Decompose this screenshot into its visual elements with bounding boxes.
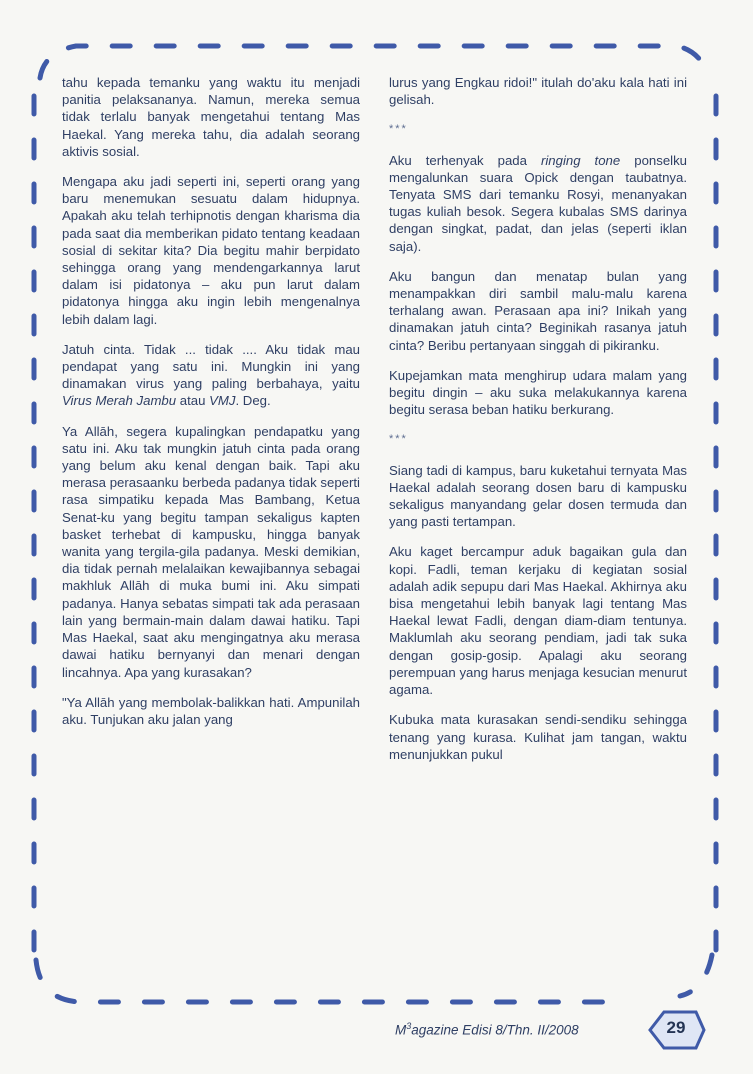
paragraph: Aku kaget bercampur aduk bagaikan gula dan kopi. Fadli, teman kerjaku di kegiatan sosial adalah adik sepupu dari Mas Haekal. Akhirnya aku bisa mengetahui lebih banyak lagi tentang Mas Haekal lewat Fadli, dengan diam-diam tentunya. Maklumlah aku seorang pendiam, jadi tak suka dengan gosip-gosip. Apalagi aku seorang perempuan yang harus menjaga kesucian menurut agama. bbox=[389, 544, 687, 698]
left-column bbox=[62, 74, 360, 741]
paragraph: lurus yang Engkau ridoi!" itulah do'aku kala hati ini gelisah. bbox=[389, 75, 687, 108]
paragraph: "Ya Allāh yang membolak-balikkan hati. Ampunilah aku. Tunjukan aku jalan yang bbox=[62, 694, 360, 727]
paragraph: tahu kepada temanku yang waktu itu menjadi panitia pelaksananya. Namun, mereka semua tidak terlalu banyak mengetahui tentang Mas Haekal. Yang mereka tahu, dia adalah seorang aktivis sosial. bbox=[62, 75, 360, 159]
section-separator: *** bbox=[389, 123, 408, 136]
right-column bbox=[389, 74, 687, 776]
magazine-footer: $M^3agazine$ Edisi 8/Thn. II/2008 bbox=[395, 1021, 579, 1038]
paragraph: Aku terhenyak pada ringing tone ponselku mengalunkan suara Opick dengan taubatnya. Tenyata SMS dari temanku Rosyi, menanyakan tugas kuliah besok. Segera kubalas SMS darinya dengan singkat, padat, dan jelas (seperti iklan saja). bbox=[389, 152, 688, 254]
paragraph: Kubuka mata kurasakan sendi-sendiku sehingga tenang yang kurasa. Kulihat jam tangan, waktu menunjukkan pukul bbox=[389, 712, 687, 762]
paragraph: Siang tadi di kampus, baru kuketahui ternyata Mas Haekal adalah seorang dosen baru di kampusku sekaligus manyandang gelar dosen termuda dan yang pasti tertampan. bbox=[389, 462, 687, 530]
paragraph: Aku bangun dan menatap bulan yang menampakkan diri sambil malu-malu karena terhalang awan. Perasaan apa ini? Inikah yang dinamakan jatuh cinta? Beginikah rasanya jatuh cinta? Beribu pertanyaan singgah di pikiranku. bbox=[389, 268, 687, 353]
paragraph: Mengapa aku jadi seperti ini, seperti orang yang baru menemukan sesuatu dalam hidupnya. Apakah aku telah terhipnotis dengan kharisma dia pada saat dia memberikan pidato tentang keadaan sosial di sekitar kita? Dia begitu mahir berpidato sehingga orang yang mendengarkannya larut dalam isi pidatonya – aku pun larut dalam pidatonya hingga aku ingin lebih mengenalnya lebih dalam lagi. bbox=[62, 174, 360, 327]
paragraph: Jatuh cinta. Tidak ... tidak .... Aku tidak mau pendapat yang satu ini. Mungkin ini yang dinamakan virus yang paling berbahaya, yaitu Virus Merah Jambu atau VMJ. Deg. bbox=[62, 341, 360, 409]
section-separator: *** bbox=[389, 433, 408, 446]
paragraph: Ya Allāh, segera kupalingkan pendapatku yang satu ini. Aku tak mungkin jatuh cinta pada orang yang belum aku kenal dengan baik. Tapi aku merasa perasaanku berbeda padanya tidak seperti rasa simpatiku kepada Mas Bambang, Ketua Senat-ku yang begitu tampan sekaligus kapten basket terhebat di kampusku, hingga banyak wanita yang tergila-gila padanya. Meski demikian, dia tidak pernah melalaikan kewajibannya sebagai makhluk Allāh di muka bumi ini. Aku simpati padanya. Hanya sebatas simpati tak ada perasaan lain yang bermain-main dalam dawai hatiku. Tapi Mas Haekal, saat aku mengingatnya aku merasa dawai hatiku bernyanyi dan menari dengan lincahnya. Apa yang kurasakan? bbox=[62, 423, 360, 680]
paragraph: Kupejamkan mata menghirup udara malam yang begitu dingin – aku suka melakukannya karena begitu serasa beban hatiku berkurang. bbox=[389, 367, 687, 418]
page-number: 29 bbox=[666, 1018, 686, 1037]
